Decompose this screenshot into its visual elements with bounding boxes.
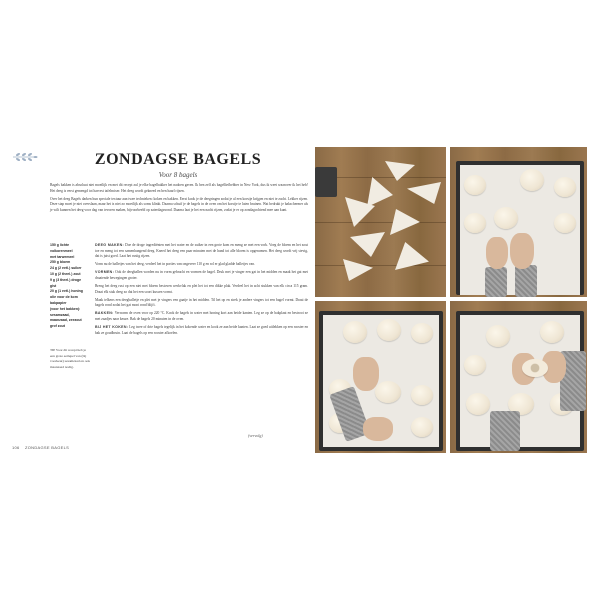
step-paragraph — [95, 298, 308, 309]
photo-poking-hole — [315, 301, 446, 453]
ingredient-item: 20 g (1 eetl.) honing — [50, 289, 83, 294]
ingredient-item: (voor het bakken): sesamzaad, — [50, 306, 81, 317]
ingredient-item: 10 g (2 theel.) zout — [50, 271, 81, 276]
ingredient-item: 150 g lichte volkorenmeel — [50, 243, 73, 253]
page-number: 106 — [12, 445, 20, 450]
ingredient-item: bakpapier — [50, 300, 67, 305]
step-label: DEEG MAKEN: — [95, 243, 125, 247]
step-label: VORMEN: — [95, 270, 115, 275]
ingredient-item: 9 g (3 theel.) droge — [50, 277, 82, 282]
running-head: ZONDAGSE BAGELS — [25, 445, 70, 450]
step-label: BAKKEN: — [95, 311, 114, 316]
step-paragraph — [95, 243, 308, 260]
recipe-title: ZONDAGSE BAGELS — [94, 151, 262, 168]
recipe-intro — [50, 183, 308, 216]
ingredient-item: 250 g bloem — [50, 260, 71, 265]
ingredient-item: olie voor de kom — [50, 295, 78, 300]
ingredient-item: gist — [50, 283, 57, 288]
ingredient-item: grof zout — [50, 324, 65, 329]
step-text: Ook de deegballen worden nu in vorm gebracht en vormen de bagel. Druk met je vinger een gat in het midden en maak het gat met draaiende bewegingen groter. — [95, 270, 308, 280]
step-text: Verwarm de oven voor op 220 °C. Kook de bagels in water met honing kort aan beide kanten. Leg ze op de bakplaat en bestrooi ze met zaadjes naar keuze. Bak de bagels 20 minuten in de oven. — [95, 311, 308, 322]
step-label: BIJ HET KOKEN: — [95, 325, 129, 330]
step-text: Doe de droge ingrediënten met het water en de suiker in een grote kom en meng ze met een vork. Voeg de bloem en het zout toe en meng tot een samenhangend deeg. Kneed het deeg een paar minuten met de hand tot alle bloem is opgenomen. Het deeg wordt vrij stevig, dat is juist goed. Laat het rustig rijzen. — [95, 243, 308, 259]
step-text: Vorm nu de balletjes van het deeg, verdeel het in porties van ongeveer 110 g en rol er glad gladde balletjes van. — [95, 262, 255, 267]
step-text: Leg twee of drie bagels tegelijk in het kokende water en kook ze aan beide kanten. Laat ze goed uitlekken op een rooster en bak ze goudbruin. Laat de bagels op een rooster afkoelen. — [95, 325, 309, 335]
recipe-yield: Voor 8 bagels — [158, 171, 198, 179]
page-footer — [12, 445, 69, 450]
ingredient-item: maanzaad, zeezout — [50, 318, 82, 323]
step-text: Maak telkens een deegballetje en plet met je vingers een gaatje in het midden. Til het op en strek je andere vingers tot een bagel vormt. Draai de bagels rond zodat het gat mooi rond blijft. — [95, 297, 308, 308]
step-paragraph — [95, 311, 308, 322]
step-paragraph — [95, 284, 308, 295]
ingredient-item: met tarwemeel — [50, 254, 75, 259]
step-paragraph — [95, 270, 308, 281]
photo-stretching-ring — [450, 301, 587, 453]
intro-paragraph: Over het deeg Bagels darken hun speciale textuur aan twee technieken: koken en bakken. Eerst kook je de deegringen zodat je al een korstje krijgen en niet te zacht. Lekker rijzen. Deze stap moet je niet overslaan, maar het is niet zo moeilijk als soms klinkt. Daarna schuif je de bagels in de oven om het korstje te laten bruinen. Wat bedrukt je bakschermer als je wilt kunnen het deeg voor dag van tevoren maken, bijvoorbeeld op zaterdagavond. Daarna laat je het een nacht rijzen, zodat je er op zondagochtend mee aan kunt. — [50, 196, 308, 213]
leaf-ornament-icon — [12, 150, 38, 164]
recipe-tip: TIP Voor dit recept heb je een grote eetlepel van (bij voorkeur) sesamzaad en ook maanzaad nodig. — [50, 348, 90, 369]
recipe-steps — [95, 243, 308, 339]
step-text: Breng het deeg rust op een niet met bloem bestoven werkvlak en plet het tot een dikke plak. Verdeel het in acht stukken van elk circa 115 gram. Draai elk stuk deeg zo dat het een soort kussen vormt. — [95, 284, 308, 294]
step-paragraph — [95, 325, 308, 336]
ingredient-item: 24 g (2 eetl.) suiker — [50, 266, 82, 271]
intro-paragraph: Bagels bakken is absoluut niet moeilijk en met dit recept zul je elke bagelbakker het nadoen gaven. Ik ben zelf als bagelliefhebber in New York, dus ik weet waarover ik het heb! Het deeg is eerst gemengd tot harvest tafelmixer. Het deeg wordt gekneed en ben haarl rijzen. — [50, 183, 308, 193]
step-paragraph — [95, 262, 308, 268]
ingredient-list — [50, 243, 88, 330]
photo-dough-wedges — [315, 147, 446, 297]
continued-note: (vervolg) — [248, 433, 263, 438]
photo-shaping-balls — [450, 147, 587, 297]
